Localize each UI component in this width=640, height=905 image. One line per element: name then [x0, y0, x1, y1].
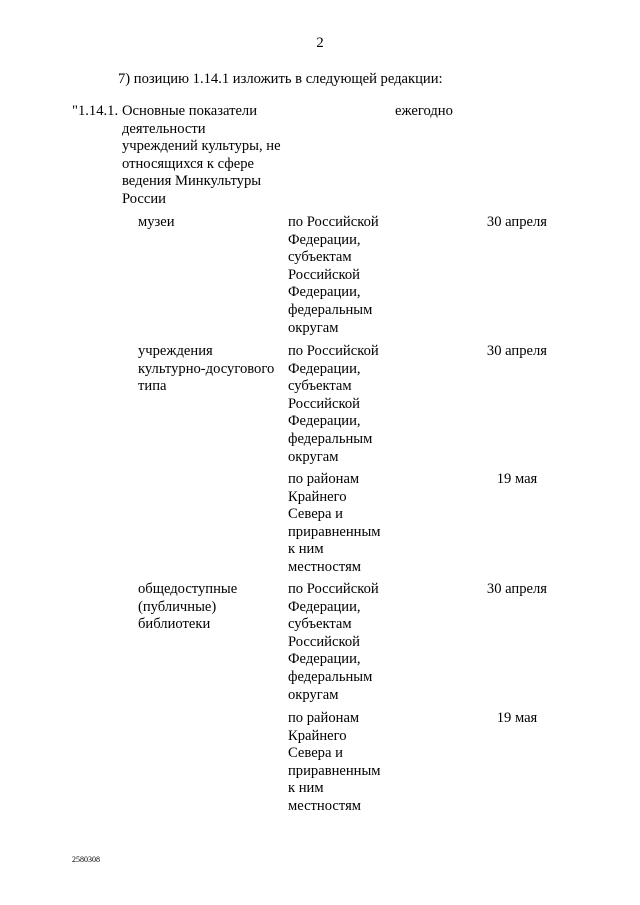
- breakdown-cultural-leisure-north: по районам Крайнего Севера и приравненным к ним местностям: [288, 471, 381, 575]
- breakdown-cultural-leisure-federal: по Российской Федерации, субъектам Российской Федерации, федеральным округам: [288, 343, 379, 465]
- deadline-cultural-leisure-federal: 30 апреля: [486, 343, 547, 359]
- deadline-museums: 30 апреля: [486, 214, 547, 230]
- deadline-libraries-federal: 30 апреля: [486, 581, 547, 597]
- document-code: 2580308: [72, 855, 100, 864]
- category-public-libraries: общедоступные (публичные) библиотеки: [138, 581, 238, 633]
- item-title: Основные показатели деятельности учреждений культуры, не относящихся к сфере ведения Минкультуры России: [122, 103, 281, 207]
- page-number: 2: [316, 35, 324, 51]
- deadline-libraries-north: 19 мая: [496, 710, 538, 726]
- category-museums: музеи: [138, 214, 175, 230]
- breakdown-libraries-north: по районам Крайнего Севера и приравненным к ним местностям: [288, 710, 381, 814]
- item-code: "1.14.1.: [72, 103, 119, 119]
- deadline-cultural-leisure-north: 19 мая: [496, 471, 538, 487]
- breakdown-libraries-federal: по Российской Федерации, субъектам Российской Федерации, федеральным округам: [288, 581, 379, 703]
- breakdown-museums: по Российской Федерации, субъектам Российской Федерации, федеральным округам: [288, 214, 379, 336]
- item-frequency: ежегодно: [395, 103, 453, 119]
- amendment-intro: 7) позицию 1.14.1 изложить в следующей редакции:: [118, 71, 443, 87]
- category-cultural-leisure: учреждения культурно-досугового типа: [138, 343, 275, 395]
